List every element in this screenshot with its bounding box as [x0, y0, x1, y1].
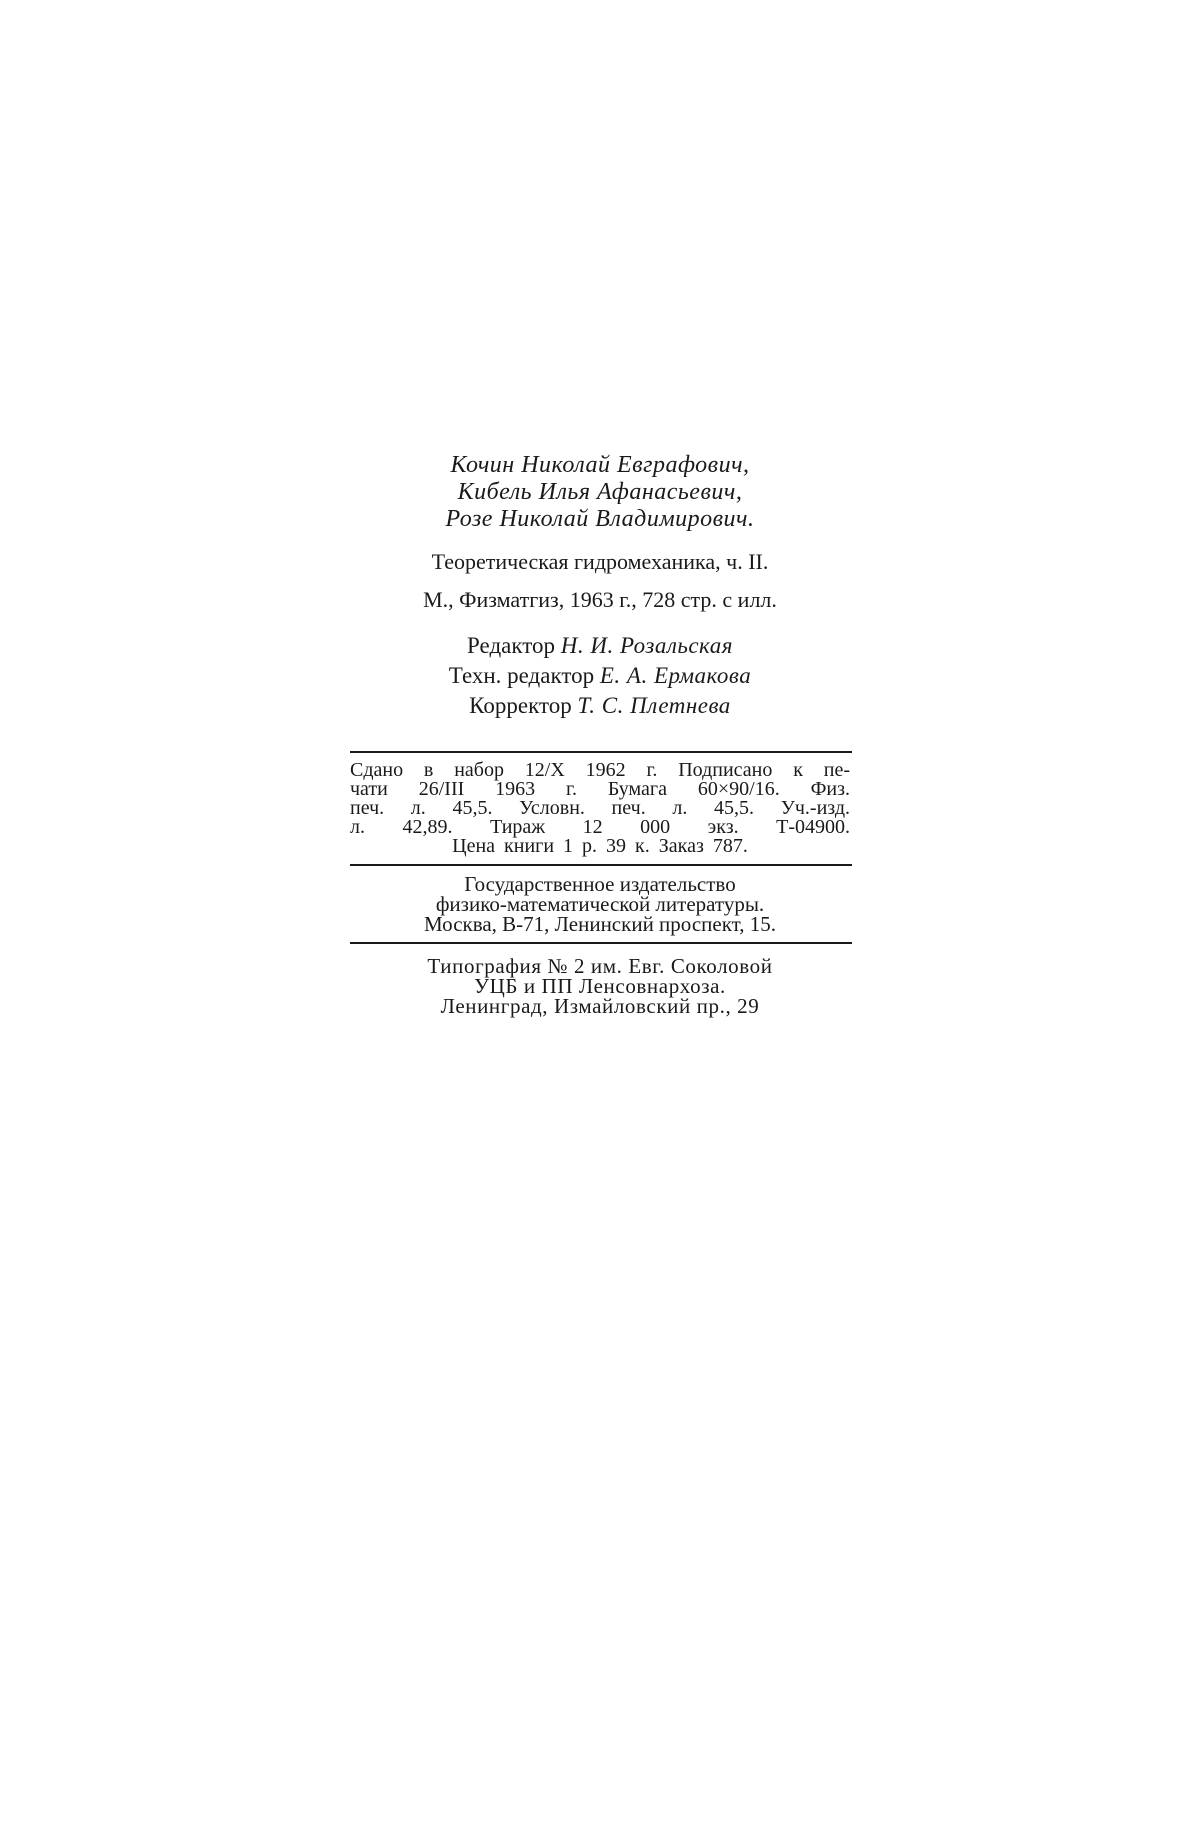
print-line: л. 42,89. Тираж 12 000 экз. Т-04900.: [350, 816, 850, 838]
publication-info: М., Физматгиз, 1963 г., 728 стр. с илл.: [423, 587, 777, 612]
print-line: чати 26/III 1963 г. Бумага 60×90/16. Физ.: [350, 778, 850, 800]
publisher-line: Государственное издательство: [464, 872, 736, 896]
printer-line: Типография № 2 им. Евг. Соколовой: [427, 954, 773, 978]
staff-role: Редактор: [467, 633, 555, 658]
staff-role: Техн. редактор: [448, 663, 595, 688]
printer-line: Ленинград, Измайловский пр., 29: [440, 994, 760, 1018]
print-details: [350, 761, 850, 856]
author-line: Кочин Николай Евграфович,: [450, 452, 750, 478]
staff-line-tech-editor: [340, 661, 860, 691]
printer-line: УЦБ и ПП Ленсовнархоза.: [474, 974, 726, 998]
staff-name: Е. А. Ермакова: [599, 663, 752, 688]
publisher-line: физико-математической литературы.: [435, 892, 765, 916]
divider: [350, 864, 852, 866]
printer-info: [340, 956, 860, 1016]
staff-line-proofreader: [340, 691, 860, 721]
print-line: Сдано в набор 12/X 1962 г. Подписано к пе-: [350, 759, 850, 781]
divider: [350, 942, 852, 944]
divider: [350, 751, 852, 753]
publisher-info: [340, 874, 860, 934]
publisher-line: Москва, В-71, Ленинский проспект, 15.: [424, 912, 776, 936]
print-line: печ. л. 45,5. Условн. печ. л. 45,5. Уч.-изд.: [350, 797, 850, 819]
author-line: Розе Николай Владимирович.: [445, 506, 755, 532]
author-line: Кибель Илья Афанасьевич,: [457, 479, 743, 505]
imprint-block: [340, 452, 860, 1024]
staff-line-editor: [340, 631, 860, 661]
book-title: Теоретическая гидромеханика, ч. II.: [431, 549, 769, 574]
staff-name: Н. И. Розальская: [560, 633, 733, 658]
editorial-staff: [340, 631, 860, 721]
staff-name: Т. С. Плетнева: [577, 693, 731, 718]
authors-list: [340, 452, 860, 533]
print-line: Цена книги 1 р. 39 к. Заказ 787.: [452, 835, 748, 857]
staff-role: Корректор: [469, 693, 572, 718]
